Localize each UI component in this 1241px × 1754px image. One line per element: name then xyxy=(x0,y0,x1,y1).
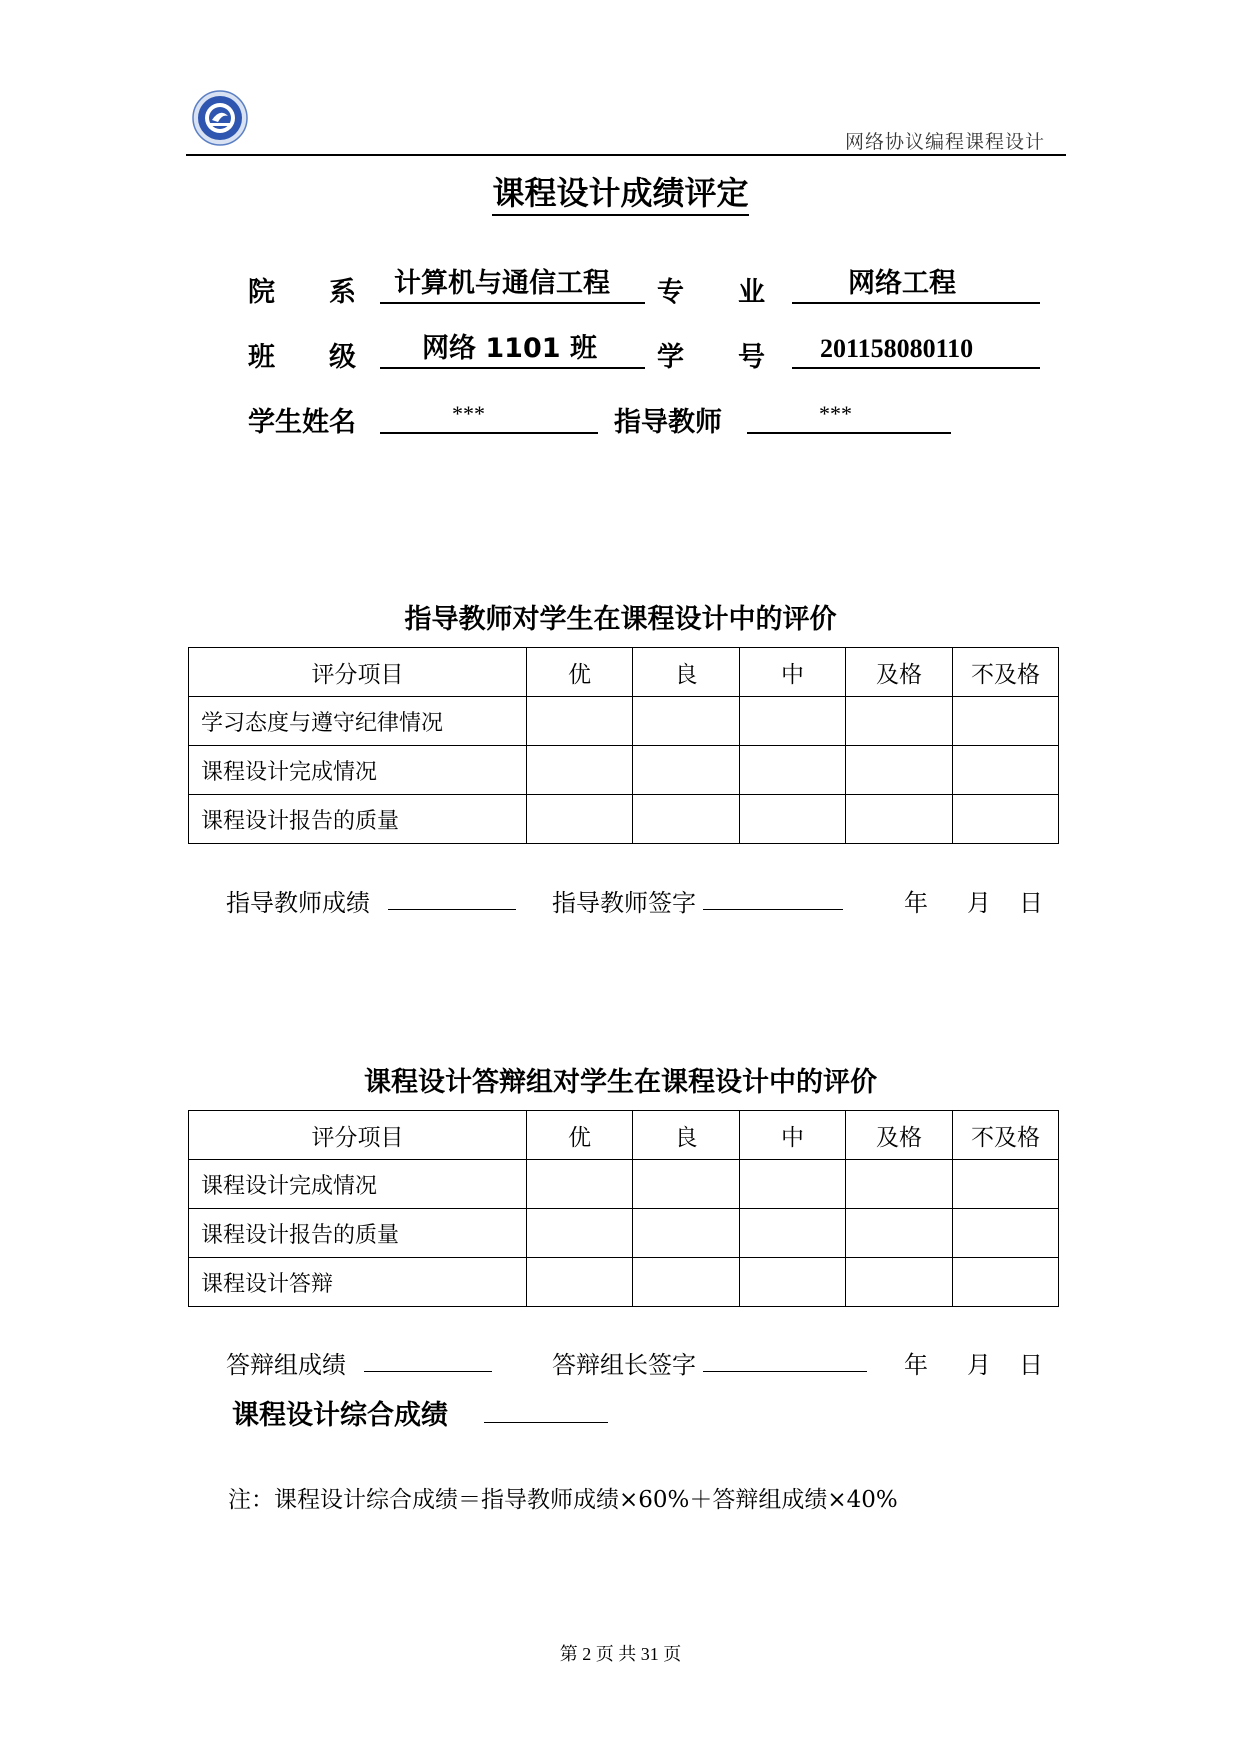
grade-cell[interactable] xyxy=(846,746,953,795)
row-item: 课程设计完成情况 xyxy=(189,1160,527,1209)
student-id-value: 201158080110 xyxy=(820,334,974,363)
table-row xyxy=(189,1258,1059,1307)
student-id-label: 学 号 xyxy=(657,342,765,373)
header-cell: 中 xyxy=(740,648,846,697)
defense-sign-label: 答辩组长签字 xyxy=(552,1351,696,1379)
grade-cell[interactable] xyxy=(740,1209,846,1258)
month-label: 月 xyxy=(967,889,991,917)
grade-cell[interactable] xyxy=(633,697,740,746)
dept-field xyxy=(380,268,645,304)
grade-cell[interactable] xyxy=(846,697,953,746)
header-cell: 良 xyxy=(633,1111,740,1160)
header-rule xyxy=(186,154,1066,156)
final-score-label: 课程设计综合成绩 xyxy=(232,1400,448,1431)
teacher-label: 指导教师 xyxy=(614,407,722,438)
grade-cell[interactable] xyxy=(846,1258,953,1307)
grade-cell[interactable] xyxy=(953,697,1059,746)
teacher-score-label: 指导教师成绩 xyxy=(226,889,370,917)
table-row xyxy=(189,746,1059,795)
section1-title: 指导教师对学生在课程设计中的评价 xyxy=(404,604,837,635)
day-label: 日 xyxy=(1019,1351,1043,1379)
page-title: 课程设计成绩评定 xyxy=(0,168,1241,214)
grade-cell[interactable] xyxy=(633,795,740,844)
year-label: 年 xyxy=(904,889,928,917)
row-item: 课程设计答辩 xyxy=(189,1258,527,1307)
grade-cell[interactable] xyxy=(527,697,633,746)
grade-cell[interactable] xyxy=(740,1258,846,1307)
major-value: 网络工程 xyxy=(848,268,956,299)
major-label: 专 业 xyxy=(657,277,765,308)
class-label: 班 级 xyxy=(248,342,356,373)
grade-cell[interactable] xyxy=(527,746,633,795)
major-field xyxy=(792,268,1040,304)
header-cell: 评分项目 xyxy=(189,1111,527,1160)
header-cell: 中 xyxy=(740,1111,846,1160)
grade-cell[interactable] xyxy=(846,1160,953,1209)
grade-cell[interactable] xyxy=(740,1160,846,1209)
grade-cell[interactable] xyxy=(527,795,633,844)
grade-cell[interactable] xyxy=(953,795,1059,844)
defense-score-line[interactable] xyxy=(364,1371,492,1372)
table-row xyxy=(189,697,1059,746)
section2-title: 课程设计答辩组对学生在课程设计中的评价 xyxy=(364,1067,877,1098)
dept-label: 院 系 xyxy=(248,277,356,308)
teacher-score-line[interactable] xyxy=(388,909,516,910)
class-value: 网络 1101 班 xyxy=(422,333,597,364)
final-score-line[interactable] xyxy=(484,1422,608,1423)
grade-cell[interactable] xyxy=(953,1209,1059,1258)
grade-cell[interactable] xyxy=(633,1258,740,1307)
grade-cell[interactable] xyxy=(846,1209,953,1258)
grade-cell[interactable] xyxy=(527,1258,633,1307)
row-item: 课程设计完成情况 xyxy=(189,746,527,795)
header-cell: 良 xyxy=(633,648,740,697)
header-cell: 优 xyxy=(527,1111,633,1160)
defense-score-label: 答辩组成绩 xyxy=(226,1351,346,1379)
grade-cell[interactable] xyxy=(740,795,846,844)
grade-cell[interactable] xyxy=(740,746,846,795)
defense-evaluation-table xyxy=(188,1110,1059,1307)
table-row xyxy=(189,1209,1059,1258)
header-cell: 不及格 xyxy=(953,1111,1059,1160)
teacher-field xyxy=(747,398,951,434)
teacher-sign-label: 指导教师签字 xyxy=(552,889,696,917)
header-cell: 及格 xyxy=(846,648,953,697)
teacher-value: *** xyxy=(819,401,852,426)
class-field xyxy=(380,333,645,369)
grade-cell[interactable] xyxy=(953,746,1059,795)
day-label: 日 xyxy=(1019,889,1043,917)
header-course-name: 网络协议编程课程设计 xyxy=(844,131,1045,153)
dept-value: 计算机与通信工程 xyxy=(394,268,610,299)
defense-sign-line[interactable] xyxy=(703,1371,867,1372)
row-item: 课程设计报告的质量 xyxy=(189,1209,527,1258)
teacher-evaluation-table xyxy=(188,647,1059,844)
header-cell: 及格 xyxy=(846,1111,953,1160)
student-id-field xyxy=(792,333,1040,369)
grade-cell[interactable] xyxy=(953,1258,1059,1307)
page-footer: 第 2 页 共 31 页 xyxy=(559,1644,682,1664)
table-header-row xyxy=(189,1111,1059,1160)
university-logo xyxy=(192,90,248,146)
student-name-field xyxy=(380,398,598,434)
year-label: 年 xyxy=(904,1351,928,1379)
month-label: 月 xyxy=(967,1351,991,1379)
grade-cell[interactable] xyxy=(633,1209,740,1258)
grade-cell[interactable] xyxy=(740,697,846,746)
table-row xyxy=(189,1160,1059,1209)
table-row xyxy=(189,795,1059,844)
row-item: 学习态度与遵守纪律情况 xyxy=(189,697,527,746)
grade-cell[interactable] xyxy=(953,1160,1059,1209)
formula-note: 注：课程设计综合成绩＝指导教师成绩×60%＋答辩组成绩×40% xyxy=(228,1487,898,1513)
teacher-sign-line[interactable] xyxy=(703,909,843,910)
grade-cell[interactable] xyxy=(527,1209,633,1258)
grade-cell[interactable] xyxy=(846,795,953,844)
header-cell: 不及格 xyxy=(953,648,1059,697)
grade-cell[interactable] xyxy=(633,1160,740,1209)
student-name-label: 学生姓名 xyxy=(248,407,356,438)
grade-cell[interactable] xyxy=(633,746,740,795)
header-cell: 评分项目 xyxy=(189,648,527,697)
table-header-row xyxy=(189,648,1059,697)
header-cell: 优 xyxy=(527,648,633,697)
row-item: 课程设计报告的质量 xyxy=(189,795,527,844)
student-name-value: *** xyxy=(452,401,485,426)
grade-cell[interactable] xyxy=(527,1160,633,1209)
